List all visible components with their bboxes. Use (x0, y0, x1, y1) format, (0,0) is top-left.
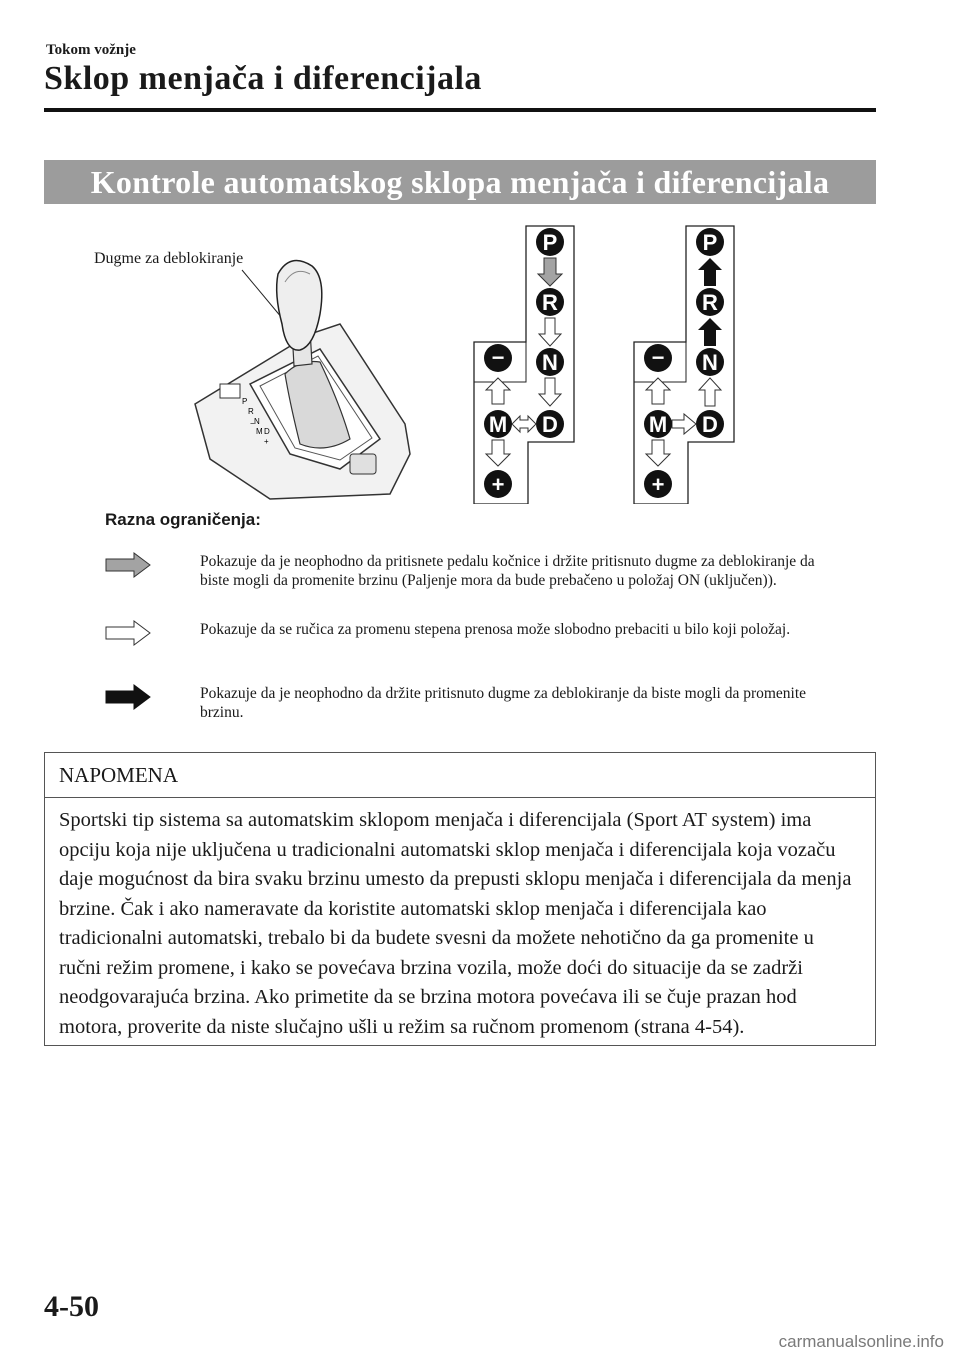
black-arrow-icon (104, 684, 152, 710)
breadcrumb: Tokom vožnje (46, 42, 136, 58)
note-box (44, 752, 876, 1046)
gate-b-label-d: D (702, 412, 718, 437)
note-body: Sportski tip sistema sa automatskim sklopom menjača i diferencijala (Sport AT system) ima opciju koja nije uključena u tradicionalni automatski sklop menjača i diferencijala koja vozaču daje mogućnost da bira svaku brzinu umesto da prepusti sklopu menjača i diferencijala da menja brzine. Čak i ako nameravate da koristite automatski sklop menjača i diferencijala kao tradicionalni automatski, trebalo bi da budete svesni da možete nehotično da ga promenite u ručni režim promene, i kako se povećava brzina vozila, može doći do situacije da se zadrži neodgovarajuća brzina. Ako primetite da se brzina motora povećava ili se čuje prazan hod motora, proverite da niste slučajno ušli u režim sa ručnom promenom (strana 4-54). (59, 809, 852, 1038)
indicator-plus: + (264, 437, 269, 446)
gate-a-label-d: D (542, 412, 558, 437)
gate-b-label-r: R (702, 290, 718, 315)
gate-a-label-plus: + (491, 472, 505, 497)
page-number: 4-50 (44, 1290, 99, 1323)
gate-b-label-p: P (702, 230, 718, 255)
gate-b-label-m: M (648, 412, 668, 437)
watermark: carmanualsonline.info (778, 1332, 944, 1351)
gate-b-label-plus: + (651, 472, 665, 497)
gate-a-label-n: N (542, 350, 558, 375)
release-button-label: Dugme za deblokiranje (94, 250, 244, 267)
shift-gate-diagram-a (470, 222, 590, 504)
legend-text-black: Pokazuje da je neophodno da držite pritisnuto dugme za deblokiranje da biste mogli da promenite brzinu. (200, 685, 807, 721)
shift-gate-diagram-b (630, 222, 750, 504)
section-title: Kontrole automatskog sklopa menjača i diferencijala (90, 163, 830, 200)
indicator-d: D (264, 427, 270, 436)
indicator-r: R (248, 407, 254, 416)
gate-a-label-p: P (542, 230, 558, 255)
page-title: Sklop menjača i diferencijala (44, 60, 482, 97)
gate-a-label-minus: − (491, 345, 505, 370)
white-arrow-icon (104, 620, 152, 646)
restrictions-heading: Razna ograničenja: (105, 510, 261, 529)
legend-text-gray: Pokazuje da je neophodno da pritisnete pedalu kočnice i držite pritisnuto dugme za deblokiranje da biste mogli da promenite brzinu (Paljenje mora da bude prebačeno u položaj ON (uključen)). (200, 553, 815, 589)
gate-a-label-r: R (542, 290, 558, 315)
gear-shifter-illustration (190, 254, 420, 504)
indicator-m: M (256, 427, 263, 436)
gate-b-label-minus: − (651, 345, 665, 370)
gray-arrow-icon (104, 552, 152, 578)
indicator-p: P (242, 397, 248, 406)
gate-a-label-m: M (488, 412, 508, 437)
indicator-n: N (254, 417, 260, 426)
indicator-minus: − (250, 419, 255, 428)
gate-b-label-n: N (702, 350, 718, 375)
note-title: NAPOMENA (45, 753, 875, 798)
legend-text-white: Pokazuje da se ručica za promenu stepena prenosa može slobodno prebaciti u bilo koji položaj. (200, 621, 791, 638)
